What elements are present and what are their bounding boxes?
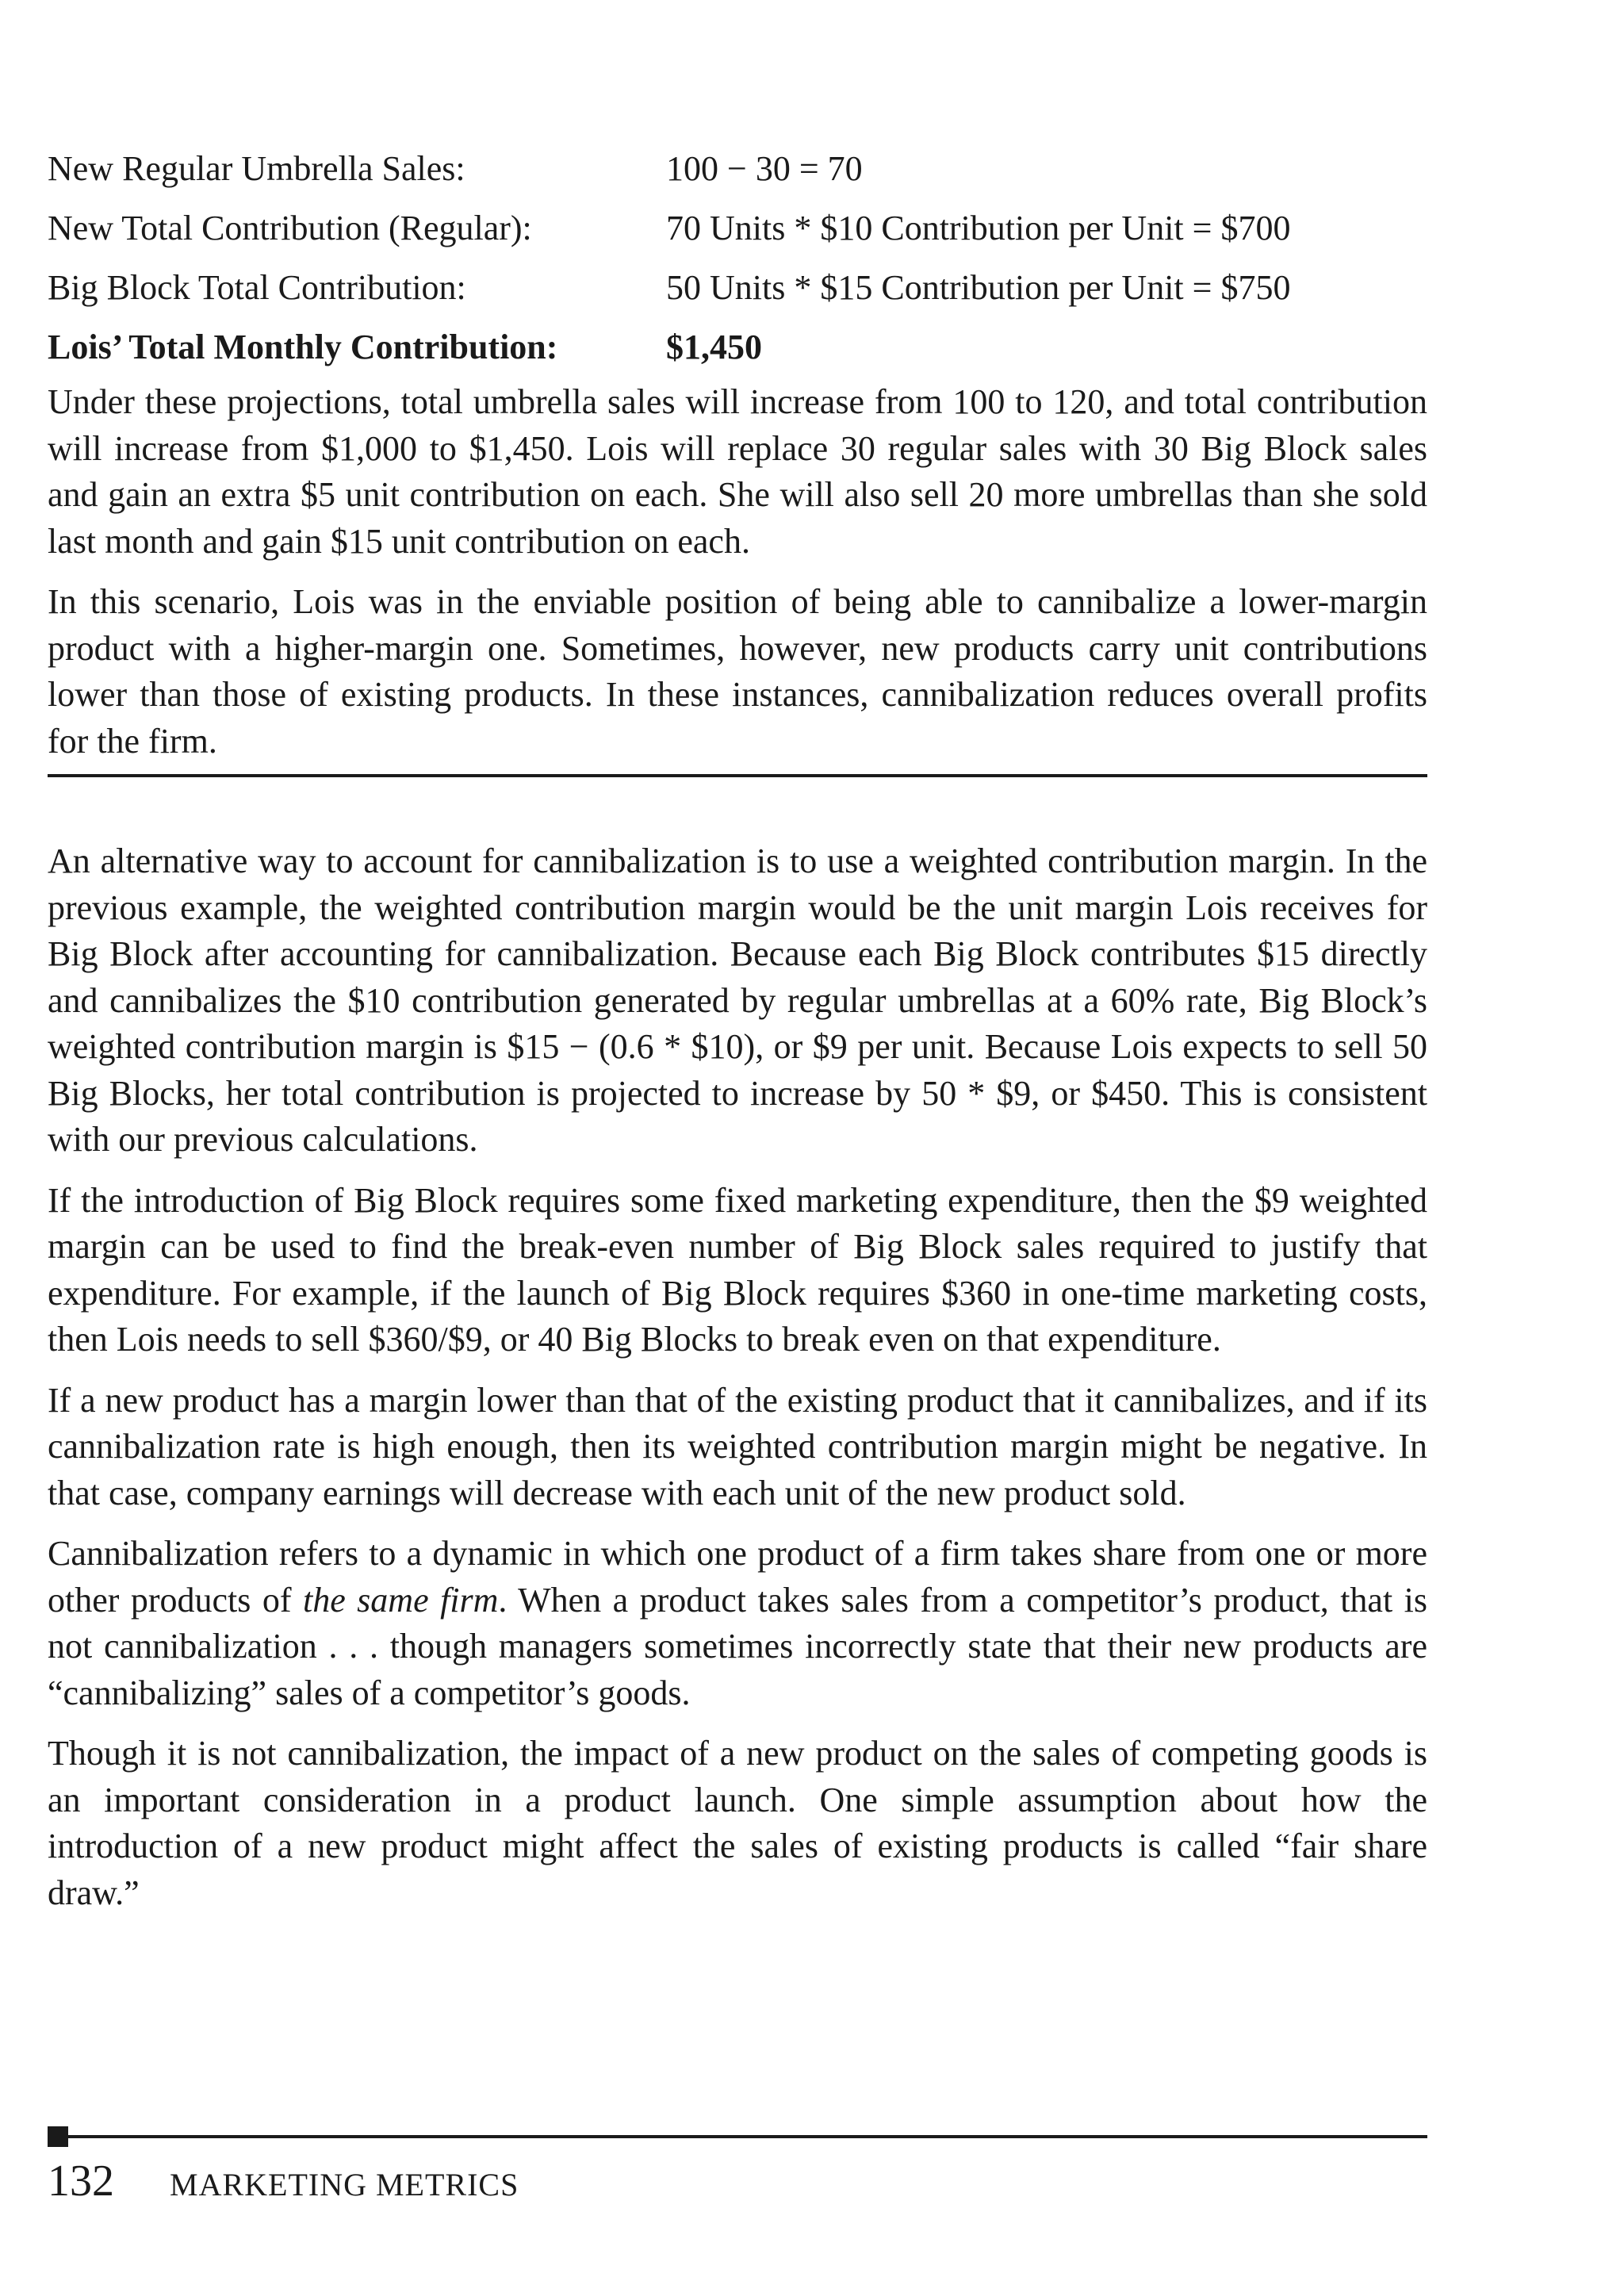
calc-row-total-contribution	[48, 317, 1427, 377]
paragraph: If a new product has a margin lower than that of the existing product that it cannibalizes, and if its cannibalization rate is high enough, then its weighted contribution margin might be negative. In that case, company earnings will decrease with each unit of the new product sold.	[48, 1380, 1427, 1512]
calc-value: 50 Units * $15 Contribution per Unit = $750	[666, 268, 1291, 307]
document-page	[48, 0, 1427, 2281]
calc-label: Big Block Total Contribution:	[48, 268, 466, 307]
running-head: MARKETING METRICS	[170, 2167, 519, 2202]
paragraph: If the introduction of Big Block requires some fixed marketing expenditure, then the $9 weighted margin can be used to find the break-even number of Big Block sales required to justify that expenditure. For example, if the launch of Big Block requires $360 in one-time marketing costs, then Lois needs to sell $360/$9, or 40 Big Blocks to break even on that expenditure.	[48, 1180, 1427, 1359]
calc-label: Lois’ Total Monthly Contribution:	[48, 328, 558, 366]
calc-value: $1,450	[666, 328, 762, 366]
text-block-weighted-margin	[48, 838, 1427, 1930]
paragraph-text: Cannibalization refers to a dynamic in which one product of a firm takes share from one or more other products of	[48, 1534, 1427, 1620]
paragraph	[48, 1531, 1427, 1716]
calc-row-big-block-contribution	[48, 258, 1427, 317]
calc-label: New Regular Umbrella Sales:	[48, 149, 465, 188]
paragraph: An alternative way to account for cannibalization is to use a weighted contribution margin. In the previous example, the weighted contribution margin would be the unit margin Lois receives for Big Block after accounting for cannibalization. Because each Big Block contributes $15 directly and cannibalizes the $10 contribution generated by regular umbrellas at a 60% rate, Big Block’s weighted contribution margin is $15 − (0.6 * $10), or $9 per unit. Because Lois expects to sell 50 Big Blocks, her total contribution is projected to increase by 50 * $9, or $450. This is consistent with our previous calculations.	[48, 841, 1427, 1159]
footer-rule	[48, 2135, 1427, 2138]
calc-value: 100 − 30 = 70	[666, 149, 863, 188]
paragraph: Under these projections, total umbrella sales will increase from 100 to 120, and total contribution will increase from $1,000 to $1,450. Lois will replace 30 regular sales with 30 Big Block sales and gain an extra $5 unit contribution on each. She will also sell 20 more umbrellas than she sold last month and gain $15 unit contribution on each.	[48, 382, 1427, 561]
calc-row-regular-sales	[48, 139, 1427, 198]
calc-label: New Total Contribution (Regular):	[48, 209, 532, 247]
section-divider	[48, 774, 1427, 777]
text-block-scenario	[48, 379, 1427, 779]
paragraph-text: . When a product takes sales from a competitor’s product, that is not cannibalization . . . though managers sometimes incorrectly state that their new products are “cannibalizing” sales of a competitor’s goods.	[48, 1580, 1427, 1712]
emphasis-text: the same firm	[302, 1580, 499, 1620]
paragraph: Though it is not cannibalization, the impact of a new product on the sales of competing goods is an important consideration in a product launch. One simple assumption about how the introduction of a new product might affect the sales of existing products is called “fair share draw.”	[48, 1734, 1427, 1912]
page-footer	[48, 2156, 519, 2219]
calc-row-regular-contribution	[48, 198, 1427, 258]
page-number: 132	[48, 2156, 114, 2206]
calculation-table	[48, 139, 1427, 377]
paragraph: In this scenario, Lois was in the enviable position of being able to cannibalize a lower-margin product with a higher-margin one. Sometimes, however, new products carry unit contributions lower than those of existing products. In these instances, cannibalization reduces overall profits for the firm.	[48, 582, 1427, 761]
calc-value: 70 Units * $10 Contribution per Unit = $700	[666, 209, 1291, 247]
